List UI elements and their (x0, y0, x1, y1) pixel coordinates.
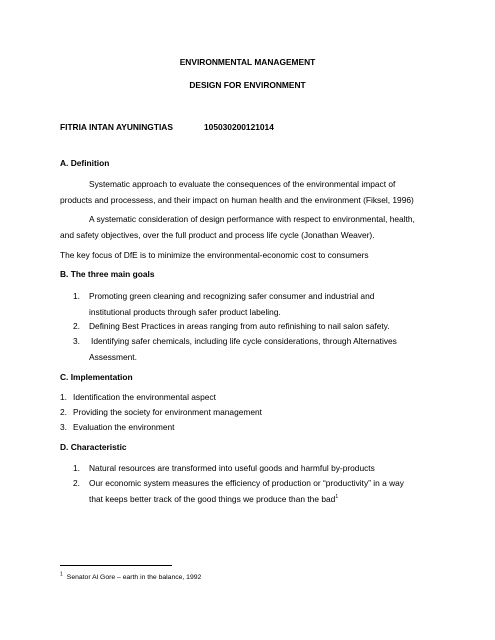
goal-3-line-2: Assessment. (89, 352, 137, 362)
characteristic-1-line-1: Natural resources are transformed into useful goods and harmful by-products (89, 463, 375, 473)
goal-2-number: 2. (73, 321, 80, 331)
section-a-paragraph-1-line-1: Systematic approach to evaluate the consequences of the environmental impact of (89, 179, 396, 189)
section-c-heading: C. Implementation (60, 372, 133, 382)
characteristic-2-line-2 (89, 494, 338, 505)
author-name: FITRIA INTAN AYUNINGTIAS (60, 122, 173, 132)
section-b-heading: B. The three main goals (60, 269, 155, 279)
implementation-1-number: 1. (60, 392, 67, 402)
footnote-separator (60, 565, 172, 566)
characteristic-2-line-2-text: that keeps better track of the good things we produce than the bad (89, 494, 336, 504)
implementation-3-number: 3. (60, 422, 67, 432)
author-id: 105030200121014 (204, 122, 274, 132)
characteristic-1-number: 1. (73, 463, 80, 473)
implementation-2-text: Providing the society for environment management (73, 407, 263, 417)
goal-2-line-1: Defining Best Practices in areas ranging from auto refinishing to nail salon safety. (89, 321, 390, 331)
document-subtitle: DESIGN FOR ENVIRONMENT (189, 80, 306, 90)
section-a-paragraph-2-line-1: A systematic consideration of design performance with respect to environmental, health, (89, 214, 415, 224)
section-a-paragraph-1-line-2: products and processess, and their impact on human health and the environment (Fiksel, 1996) (60, 195, 414, 205)
goal-3-line-1: Identifying safer chemicals, including life cycle considerations, through Alternatives (91, 336, 397, 346)
goal-1-line-2: institutional products through safer product labeling. (89, 307, 281, 317)
footnote-number: 1 (60, 571, 63, 578)
document-title: ENVIRONMENTAL MANAGEMENT (179, 57, 316, 67)
footnote-text: Senator Al Gore – earth in the balance, 1992 (66, 574, 202, 581)
section-a-paragraph-2-line-2: and safety objectives, over the full product and process life cycle (Jonathan Weaver). (60, 230, 375, 240)
section-d-heading: D. Characteristic (60, 442, 127, 452)
goal-3-number: 3. (73, 336, 80, 346)
implementation-2-number: 2. (60, 407, 67, 417)
characteristic-2-line-1: Our economic system measures the efficiency of production or “productivity” in a way (89, 478, 404, 488)
section-a-heading: A. Definition (60, 158, 110, 168)
footnote (60, 572, 201, 583)
goal-1-number: 1. (73, 291, 80, 301)
footnote-reference-mark[interactable]: 1 (335, 494, 339, 501)
characteristic-2-number: 2. (73, 478, 80, 488)
implementation-1-text: Identification the environmental aspect (73, 392, 216, 402)
section-a-paragraph-3: The key focus of DfE is to minimize the environmental-economic cost to consumers (60, 250, 369, 260)
goal-1-line-1: Promoting green cleaning and recognizing safer consumer and industrial and (89, 291, 375, 301)
implementation-3-text: Evaluation the environment (73, 422, 175, 432)
